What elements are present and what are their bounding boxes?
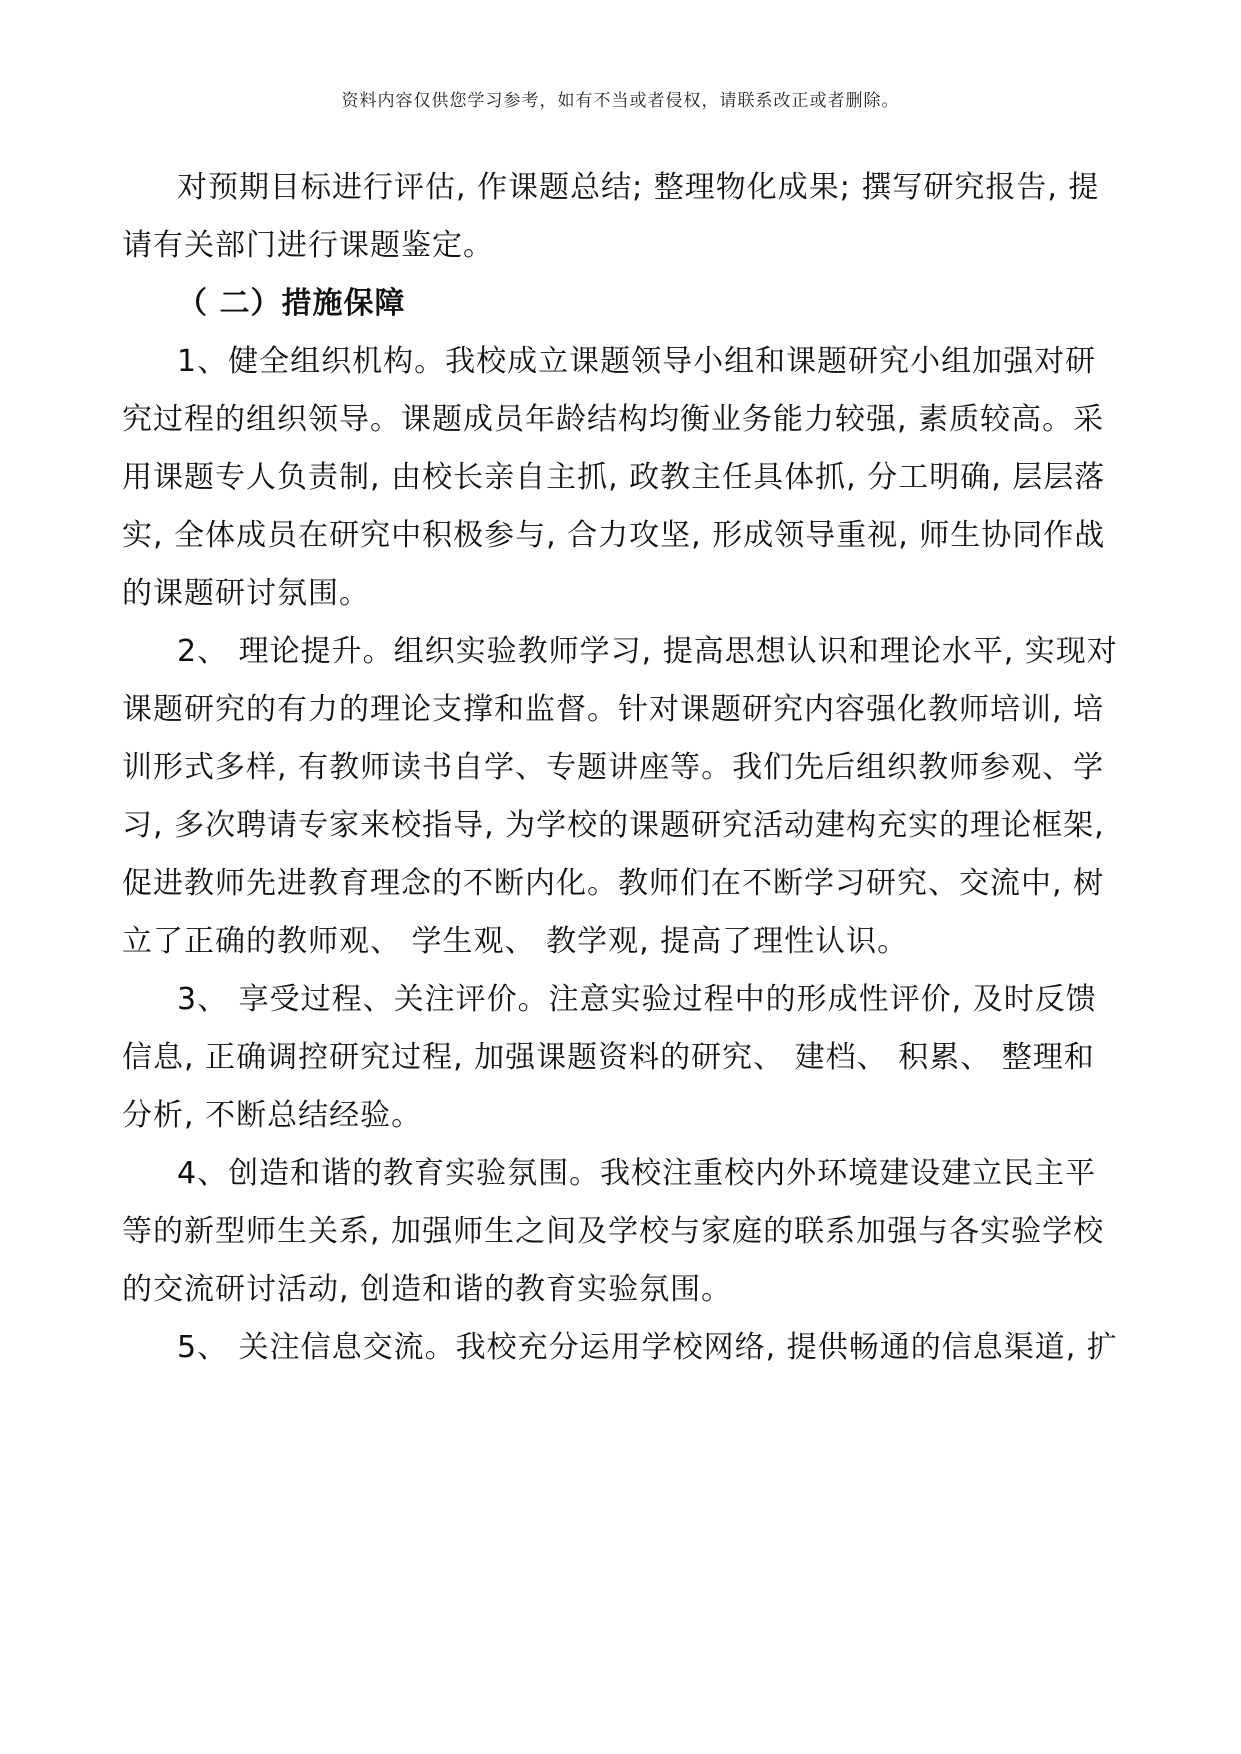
body-text-line: 1、健全组织机构。我校成立课题领导小组和课题研究小组加强对研 [177, 344, 1097, 379]
body-text-line: 对预期目标进行评估, 作课题总结; 整理物化成果; 撰写研究报告, 提 [177, 170, 1100, 205]
body-text-line: 立了正确的教师观、 学生观、 教学观, 提高了理性认识。 [122, 924, 909, 959]
body-text-line: 3、 享受过程、关注评价。注意实验过程中的形成性评价, 及时反馈 [177, 982, 1097, 1017]
body-text-line: 5、 关注信息交流。我校充分运用学校网络, 提供畅通的信息渠道, 扩 [177, 1330, 1118, 1365]
section-heading: （ 二）措施保障 [177, 286, 406, 321]
body-text-line: 究过程的组织领导。课题成员年龄结构均衡业务能力较强, 素质较高。采 [122, 402, 1105, 437]
body-text-line: 训形式多样, 有教师读书自学、专题讲座等。我们先后组织教师参观、学 [122, 750, 1105, 785]
body-text-line: 的课题研讨氛围。 [122, 576, 370, 611]
body-text-line: 用课题专人负责制, 由校长亲自主抓, 政教主任具体抓, 分工明确, 层层落 [122, 460, 1106, 495]
body-text-line: 习, 多次聘请专家来校指导, 为学校的课题研究活动建构充实的理论框架, [122, 808, 1105, 843]
body-text-line: 4、创造和谐的教育实验氛围。我校注重校内外环境建设建立民主平 [177, 1156, 1097, 1191]
body-text-line: 实, 全体成员在研究中积极参与, 合力攻坚, 形成领导重视, 师生协同作战 [122, 518, 1106, 553]
body-text-line: 促进教师先进教育理念的不断内化。教师们在不断学习研究、交流中, 树 [122, 866, 1105, 901]
body-text-line: 分析, 不断总结经验。 [122, 1098, 423, 1133]
body-text-line: 2、 理论提升。组织实验教师学习, 提高思想认识和理论水平, 实现对 [177, 634, 1118, 669]
body-text-line: 等的新型师生关系, 加强师生之间及学校与家庭的联系加强与各实验学校 [122, 1214, 1105, 1249]
body-text-line: 信息, 正确调控研究过程, 加强课题资料的研究、 建档、 积累、 整理和 [122, 1040, 1095, 1075]
body-text-line: 请有关部门进行课题鉴定。 [122, 228, 494, 263]
header-disclaimer: 资料内容仅供您学习参考，如有不当或者侵权，请联系改正或者删除。 [341, 91, 900, 111]
body-text-line: 课题研究的有力的理论支撑和监督。针对课题研究内容强化教师培训, 培 [122, 692, 1105, 727]
body-text-line: 的交流研讨活动, 创造和谐的教育实验氛围。 [122, 1272, 733, 1307]
